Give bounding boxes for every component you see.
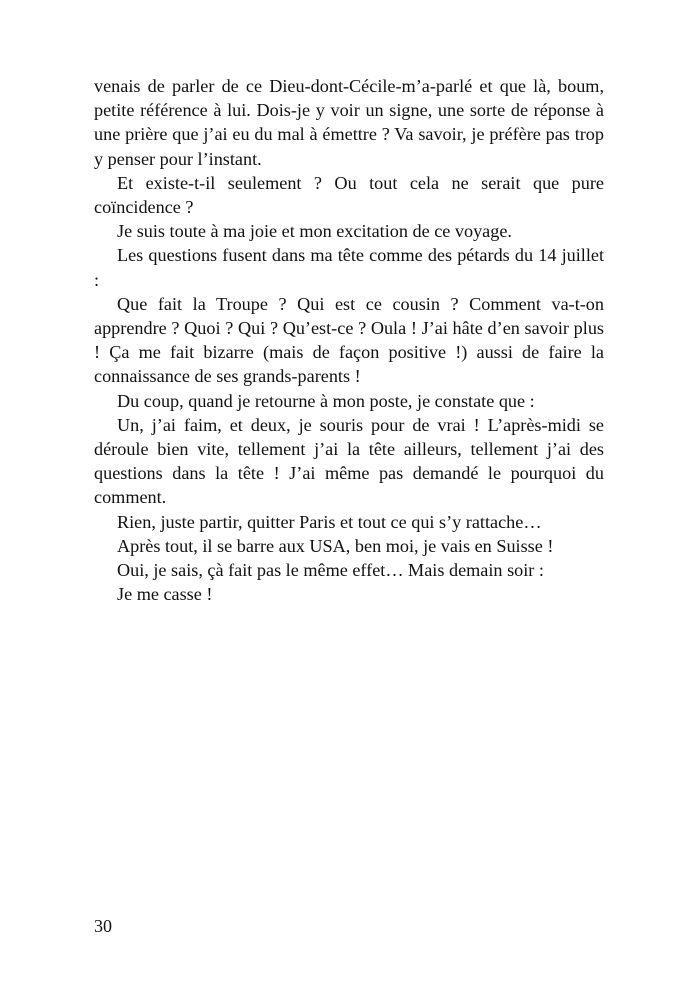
paragraph-5: Que fait la Troupe ? Qui est ce cousin ? Comment va-t-on apprendre ? Quoi ? Qui ? Qu’est-ce ? Oula ! J’ai hâte d’en savoir plus ! Ça me fait bizarre (mais de façon positive !) aussi de faire la connaissance de ses grands-parents ! bbox=[94, 293, 604, 387]
paragraph-11: Je me casse ! bbox=[117, 584, 213, 605]
paragraph-2: Et existe-t-il seulement ? Ou tout cela ne serait que pure coïncidence ? bbox=[94, 172, 604, 218]
paragraph-3: Je suis toute à ma joie et mon excitation de ce voyage. bbox=[117, 221, 512, 242]
paragraph-4: Les questions fusent dans ma tête comme des pétards du 14 juillet : bbox=[94, 245, 604, 290]
paragraph-6: Du coup, quand je retourne à mon poste, je constate que : bbox=[117, 390, 535, 411]
paragraph-7: Un, j’ai faim, et deux, je souris pour de vrai ! L’après-midi se déroule bien vite, tellement j’ai la tête ailleurs, tellement j’ai des questions dans la tête ! J’ai même pas demandé le pourquoi du comment. bbox=[94, 414, 604, 508]
page-body bbox=[94, 74, 604, 606]
paragraph-8: Rien, juste partir, quitter Paris et tout ce qui s’y rattache… bbox=[117, 511, 542, 532]
paragraph-10: Oui, je sais, çà fait pas le même effet… Mais demain soir : bbox=[117, 560, 544, 581]
paragraph-1: venais de parler de ce Dieu-dont-Cécile-m’a-parlé et que là, boum, petite référence à lui. Dois-je y voir un signe, une sorte de réponse à une prière que j’ai eu du mal à émettre ? Va savoir, je préfère pas trop y penser pour l’instant. bbox=[94, 76, 604, 169]
page-number: 30 bbox=[94, 916, 112, 936]
paragraph-9: Après tout, il se barre aux USA, ben moi, je vais en Suisse ! bbox=[117, 535, 554, 556]
